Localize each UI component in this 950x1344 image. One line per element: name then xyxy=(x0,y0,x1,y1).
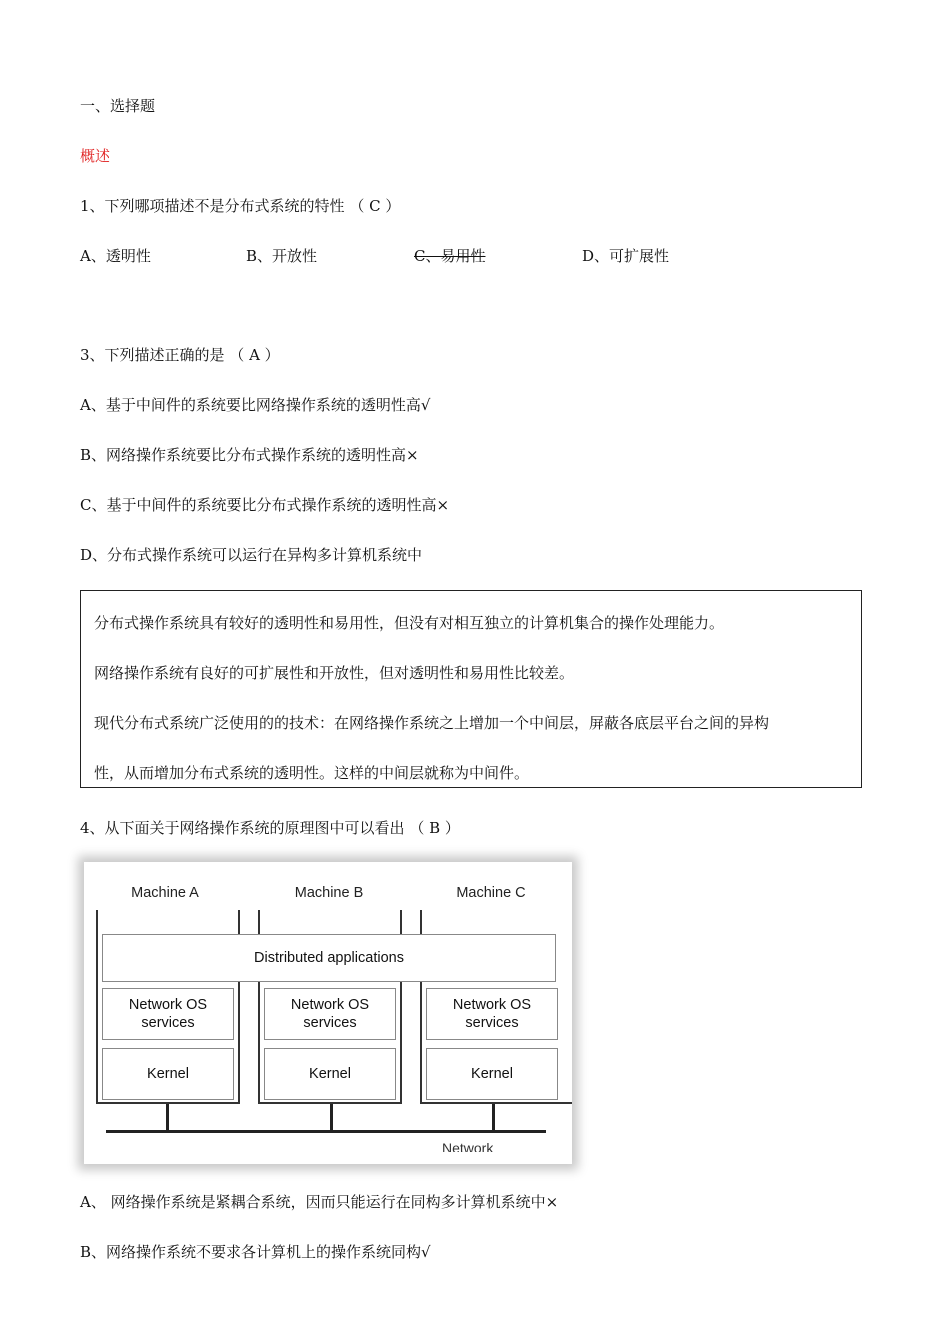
distributed-applications-layer xyxy=(102,934,556,982)
network-connector xyxy=(166,1104,169,1131)
q3-option-c: C、基于中间件的系统要比分布式操作系统的透明性高× xyxy=(80,496,450,514)
machine-label: Machine A xyxy=(131,885,199,901)
q3-option-d: D、分布式操作系统可以运行在异构多计算机系统中 xyxy=(80,546,423,564)
network-label: Network xyxy=(442,1140,494,1152)
network-os-services-box xyxy=(264,988,396,1040)
network-connector xyxy=(330,1104,333,1131)
network-bus xyxy=(106,1130,546,1133)
subsection-title: 概述 xyxy=(80,147,111,165)
kernel-label: Kernel xyxy=(471,1066,513,1082)
explanation-box xyxy=(80,590,862,788)
services-line: Network OS xyxy=(452,997,532,1013)
network-connector xyxy=(492,1104,495,1131)
machine-label: Machine B xyxy=(294,885,364,901)
kernel-box xyxy=(102,1048,234,1100)
note-line: 性，从而增加分布式系统的透明性。这样的中间层就称为中间件。 xyxy=(94,764,530,782)
services-line: services xyxy=(465,1015,519,1031)
note-line: 现代分布式系统广泛使用的的技术：在网络操作系统之上增加一个中间层，屏蔽各底层平台之间的异构 xyxy=(94,714,770,732)
machine-label: Machine C xyxy=(456,885,526,901)
q1-option-d: D、可扩展性 xyxy=(582,247,670,265)
q1-option-a: A、透明性 xyxy=(80,247,151,265)
q1-option-b: B、开放性 xyxy=(246,247,318,265)
services-line: Network OS xyxy=(128,997,208,1013)
network-os-diagram xyxy=(84,862,572,1164)
services-line: Network OS xyxy=(290,997,370,1013)
question-3: 3、下列描述正确的是 （ A ） xyxy=(80,346,280,364)
kernel-label: Kernel xyxy=(147,1066,189,1082)
q3-option-a: A、基于中间件的系统要比网络操作系统的透明性高√ xyxy=(80,396,431,414)
kernel-box xyxy=(264,1048,396,1100)
question-4: 4、从下面关于网络操作系统的原理图中可以看出 （ B ） xyxy=(80,819,460,837)
network-os-services-box xyxy=(426,988,558,1040)
note-line: 网络操作系统有良好的可扩展性和开放性，但对透明性和易用性比较差。 xyxy=(94,664,575,682)
q1-option-c: C、易用性 xyxy=(414,247,486,265)
services-line: services xyxy=(303,1015,357,1031)
q3-option-b: B、网络操作系统要比分布式操作系统的透明性高× xyxy=(80,446,419,464)
note-line: 分布式操作系统具有较好的透明性和易用性，但没有对相互独立的计算机集合的操作处理能力。 xyxy=(94,614,725,632)
network-os-services-box xyxy=(102,988,234,1040)
distributed-label: Distributed applications xyxy=(254,950,404,966)
section-heading: 一、选择题 xyxy=(80,97,156,115)
services-line: services xyxy=(141,1015,195,1031)
kernel-label: Kernel xyxy=(309,1066,351,1082)
question-1: 1、下列哪项描述不是分布式系统的特性 （ C ） xyxy=(80,197,401,215)
q4-option-a: A、 网络操作系统是紧耦合系统，因而只能运行在同构多计算机系统中× xyxy=(80,1193,559,1211)
kernel-box xyxy=(426,1048,558,1100)
q4-option-b: B、网络操作系统不要求各计算机上的操作系统同构√ xyxy=(80,1243,431,1261)
